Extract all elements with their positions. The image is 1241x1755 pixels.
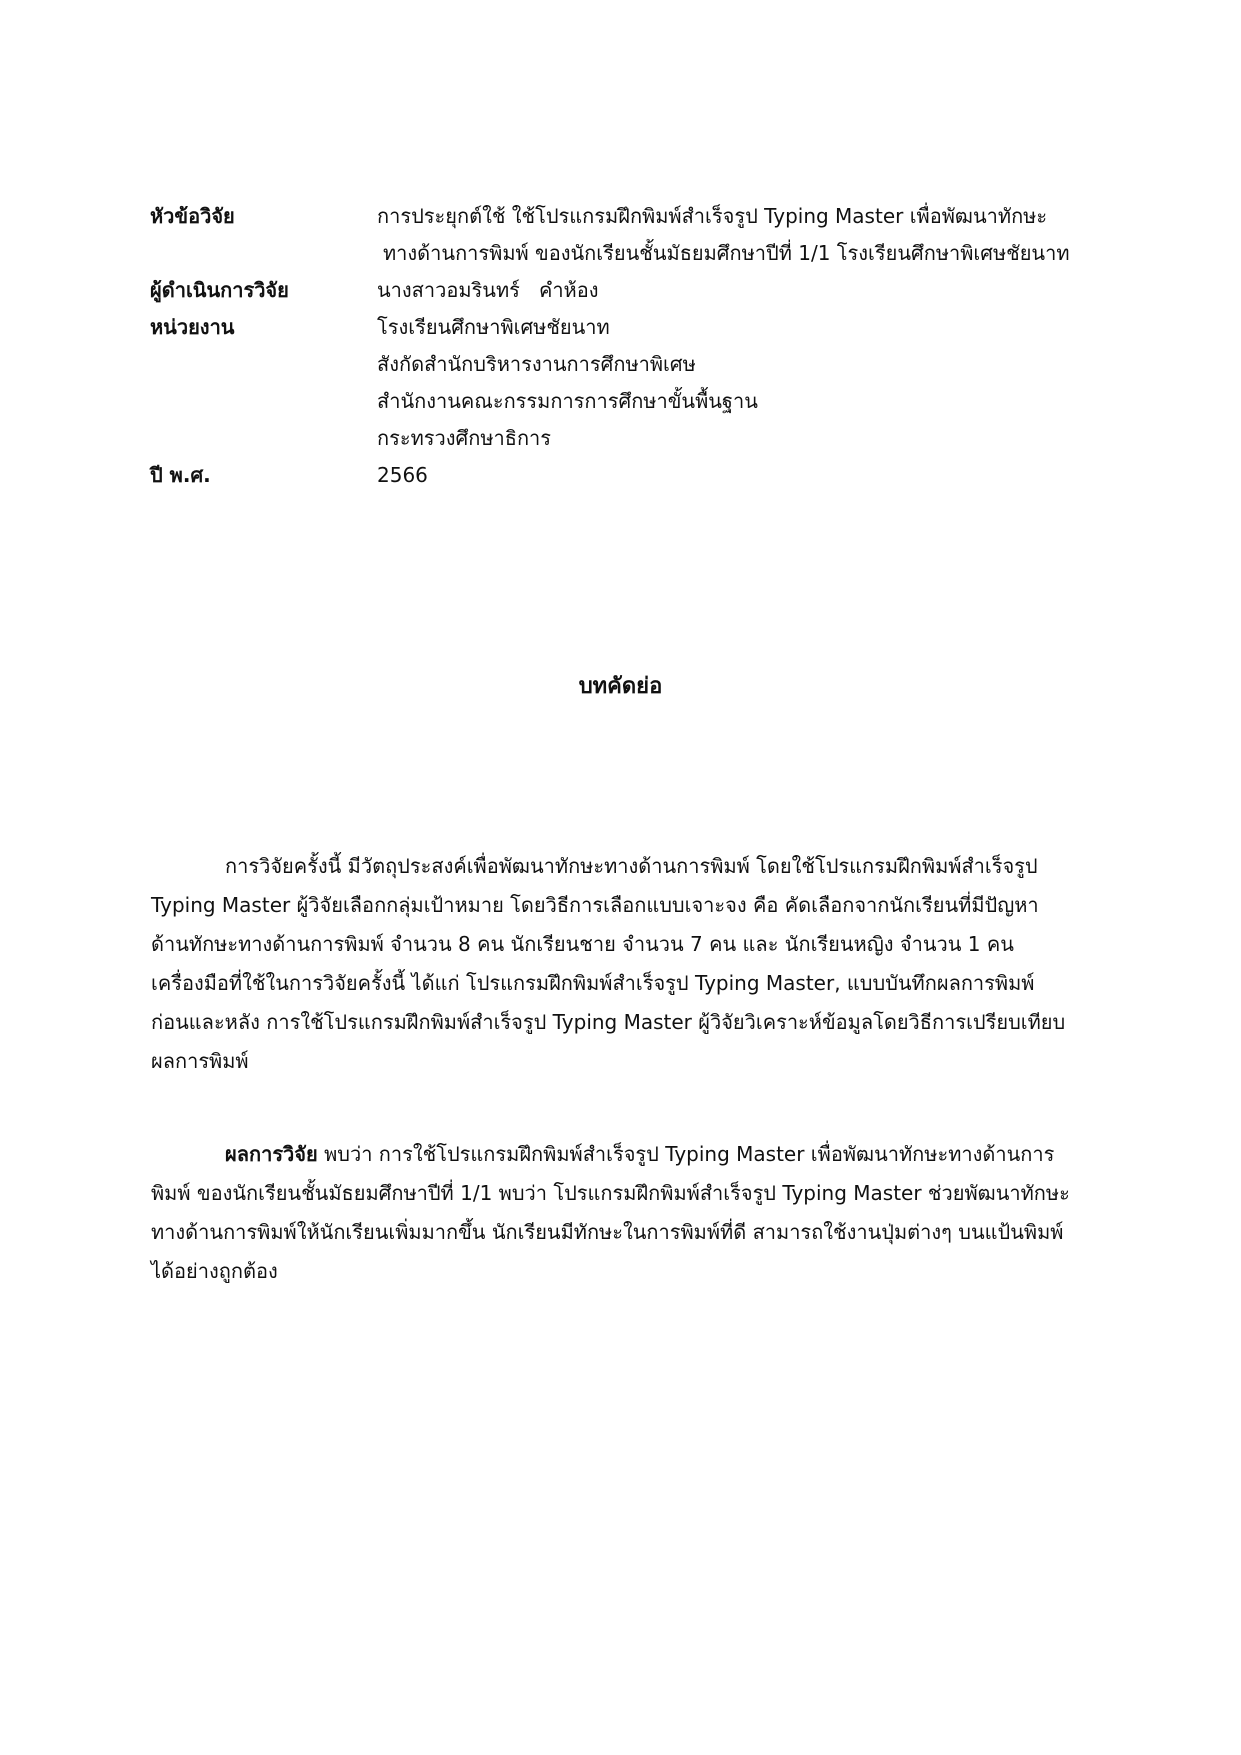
researcher-row bbox=[150, 272, 1110, 309]
paragraph-line: ได้อย่างถูกต้อง bbox=[151, 1259, 278, 1283]
topic-line-2: ทางด้านการพิมพ์ ของนักเรียนชั้นมัธยมศึกษาปีที่ 1/1 โรงเรียนศึกษาพิเศษชัยนาท bbox=[383, 241, 1070, 265]
paragraph-line: เครื่องมือที่ใช้ในการวิจัยครั้งนี้ ได้แก่ โปรแกรมฝึกพิมพ์สำเร็จรูป Typing Master, แบบบันทึกผลการพิมพ์ bbox=[151, 971, 1035, 995]
paragraph-line: ผลการพิมพ์ bbox=[151, 1049, 249, 1073]
paragraph-line: พิมพ์ ของนักเรียนชั้นมัธยมศึกษาปีที่ 1/1 พบว่า โปรแกรมฝึกพิมพ์สำเร็จรูป Typing Master ช่วยพัฒนาทักษะ bbox=[151, 1181, 1070, 1205]
paragraph-line: ก่อนและหลัง การใช้โปรแกรมฝึกพิมพ์สำเร็จรูป Typing Master ผู้วิจัยวิเคราะห์ข้อมูลโดยวิธีการเปรียบเทียบ bbox=[151, 1010, 1066, 1034]
year-values bbox=[377, 457, 1110, 494]
topic-label: หัวข้อวิจัย bbox=[150, 204, 235, 228]
researcher-values bbox=[377, 272, 1110, 309]
researcher-label: ผู้ดำเนินการวิจัย bbox=[150, 278, 289, 302]
agency-line: สำนักงานคณะกรรมการการศึกษาขั้นพื้นฐาน bbox=[377, 389, 758, 413]
paragraph-line: ด้านทักษะทางด้านการพิมพ์ จำนวน 8 คน นักเรียนชาย จำนวน 7 คน และ นักเรียนหญิง จำนวน 1 คน bbox=[151, 932, 1014, 956]
agency-line: โรงเรียนศึกษาพิเศษชัยนาท bbox=[377, 315, 610, 339]
paragraph-line: การวิจัยครั้งนี้ มีวัตถุประสงค์เพื่อพัฒนาทักษะทางด้านการพิมพ์ โดยใช้โปรแกรมฝึกพิมพ์สำเร็จรูป bbox=[225, 854, 1038, 878]
research-metadata bbox=[150, 198, 1110, 494]
abstract-paragraph-2 bbox=[151, 1135, 1093, 1291]
abstract-paragraph-1 bbox=[151, 847, 1093, 1081]
abstract-heading: บทคัดย่อ bbox=[578, 674, 663, 699]
topic-row bbox=[150, 198, 1110, 272]
agency-values bbox=[377, 309, 1110, 457]
results-line-rest: พบว่า การใช้โปรแกรมฝึกพิมพ์สำเร็จรูป Typing Master เพื่อพัฒนาทักษะทางด้านการ bbox=[317, 1142, 1055, 1166]
paragraph-line-first bbox=[151, 1135, 1093, 1174]
year-label: ปี พ.ศ. bbox=[150, 463, 211, 487]
researcher-name: นางสาวอมรินทร์ คำห้อง bbox=[377, 278, 599, 302]
topic-line-1: การประยุกต์ใช้ ใช้โปรแกรมฝึกพิมพ์สำเร็จรูป Typing Master เพื่อพัฒนาทักษะ bbox=[377, 204, 1048, 228]
agency-line: กระทรวงศึกษาธิการ bbox=[377, 426, 552, 450]
year-row bbox=[150, 457, 1110, 494]
agency-label: หน่วยงาน bbox=[150, 315, 235, 339]
agency-row bbox=[150, 309, 1110, 457]
topic-values bbox=[377, 198, 1110, 272]
paragraph-line: Typing Master ผู้วิจัยเลือกกลุ่มเป้าหมาย โดยวิธีการเลือกแบบเจาะจง คือ คัดเลือกจากนักเรียนที่มีปัญหา bbox=[151, 893, 1039, 917]
year-value: 2566 bbox=[377, 463, 428, 487]
results-lead: ผลการวิจัย bbox=[225, 1142, 318, 1166]
paragraph-line: ทางด้านการพิมพ์ให้นักเรียนเพิ่มมากขึ้น นักเรียนมีทักษะในการพิมพ์ที่ดี สามารถใช้งานปุ่มต่างๆ บนแป้นพิมพ์ bbox=[151, 1220, 1064, 1244]
agency-line: สังกัดสำนักบริหารงานการศึกษาพิเศษ bbox=[377, 352, 696, 376]
